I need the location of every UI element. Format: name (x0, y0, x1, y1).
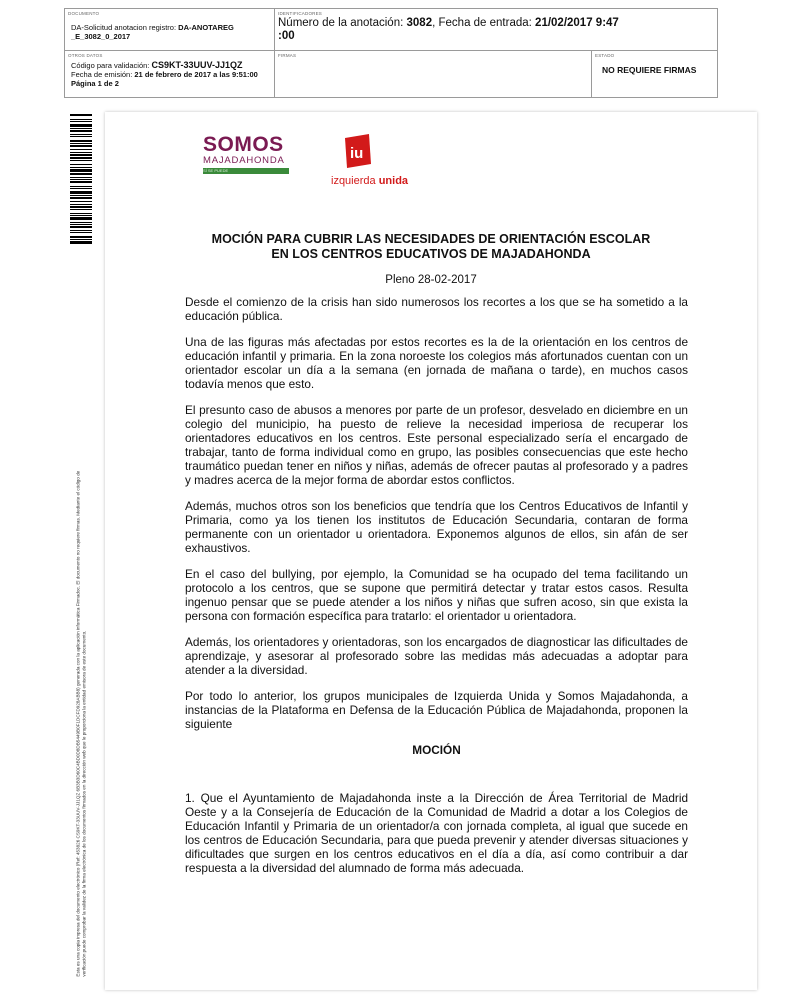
codigo-value: CS9KT-33UUV-JJ1QZ (151, 60, 243, 70)
barcode-stripe (70, 236, 92, 238)
iu-text-2: unida (378, 175, 409, 187)
barcode-stripe (70, 128, 92, 129)
document-body (185, 295, 688, 887)
firmas-label: FIRMAS (278, 53, 297, 58)
barcode-stripe (70, 206, 92, 208)
paragraph: El presunto caso de abusos a menores por parte de un profesor, desvelado en diciembre en un colegio del municipio, ha puesto de relieve la necesidad imperiosa de recuperar los orientadores educativos en los centros. Este personal especializado sería el encargado de trabajar, tanto de forma individual como en grupo, las posibles consecuencias que este hecho traumático puedan tener en niños y niñas, además de ofrecer pautas al profesorado y a padres y madres acerca de la mejor forma de abordar estos conflictos. (185, 403, 688, 487)
barcode-stripe (70, 160, 92, 161)
paragraph: Una de las figuras más afectadas por estos recortes es la de la orientación en los centros de educación infantil y primaria. En la zona noroeste los colegios más afortunados cuentan con un orientador escolar un día a la semana (en jornada de mañana o tarde), en muchos casos todavía menos que esto. (185, 335, 688, 391)
documento-id-1: DA-ANOTAREG (178, 23, 234, 32)
barcode-stripe (70, 191, 92, 194)
documento-label: DOCUMENTO (68, 11, 100, 16)
barcode-stripe (70, 145, 92, 148)
identificadores-label: IDENTIFICADORES (278, 11, 323, 16)
barcode-stripe (70, 222, 92, 223)
pagina: Página 1 de 2 (71, 79, 119, 88)
barcode-stripe (70, 119, 92, 120)
document-title (105, 232, 757, 262)
barcode-stripe (70, 124, 92, 127)
side-note-line1: Esta es una copia impresa del documento electrónico (Ref: 453826 CS9KT-33UUV-JJ1QZ 6B3B3D60C4BD0D8DB5449B0F1DCFD928ABB8) generada con la aplicación informática Firmadoc. El documento no requiere firmas. Mediante el código de (75, 470, 81, 977)
validation-side-note (75, 277, 86, 977)
mocion-item-1: 1. Que el Ayuntamiento de Majadahonda inste a la Dirección de Área Territorial de Madrid Oeste y a la Consejería de Educación de la Comunidad de Madrid a dotar a los Colegios de Educación Infantil y Primaria de un orientador/a con jornada completa, al igual que sucede en los centros de Educación Secundaria, para que pueda prevenir y atender diversas situaciones y dificultades que surgen en los centros educativos en el día a día, así como contribuir a dar respuesta a la diversidad del alumnado de forma más adecuada. (185, 791, 688, 875)
barcode-stripe (70, 197, 92, 199)
barcode-stripe (70, 134, 92, 135)
barcode-stripe (70, 232, 92, 233)
somos-logo-bar: SÍ SE PUEDE (203, 168, 289, 174)
barcode-stripe (70, 241, 92, 244)
logos (203, 134, 423, 194)
paragraph: Además, muchos otros son los beneficios que tendría que los Centros Educativos de Infantil y Primaria, como ya los tienen los institutos de Educación Secundaria, contaran de forma permanente con un orientador u orientadora. Exponemos algunos de ellos, sin afán de ser exhaustivos. (185, 499, 688, 555)
otros-datos-label: OTROS DATOS (68, 53, 103, 58)
barcode-stripe (70, 157, 92, 159)
firmas-cell (275, 51, 592, 97)
document-page (105, 112, 757, 990)
barcode-stripe (70, 167, 92, 168)
barcode-stripe (70, 164, 92, 165)
barcode-stripe (70, 215, 92, 216)
somos-logo-text: SOMOS (203, 133, 284, 156)
barcode-stripe (70, 179, 92, 180)
majadahonda-logo-text: MAJADAHONDA (203, 155, 285, 166)
barcode-stripe (70, 140, 92, 142)
side-note-line2: verificación puede comprobar la validez de la firma electrónica de los documentos firmados en la dirección web que le proporciona la entidad emisora de este documento. (81, 630, 86, 977)
barcode-stripe (70, 213, 92, 214)
anotacion-number: 3082 (406, 17, 433, 29)
izquierda-unida-logo (331, 134, 421, 187)
svg-text:iu: iu (350, 145, 364, 162)
barcode-stripe (70, 177, 92, 178)
barcode-stripe (70, 143, 92, 144)
anotacion-prefix: Número de la anotación: (278, 17, 404, 29)
barcode-stripe (70, 186, 92, 187)
otros-datos-cell (65, 51, 275, 97)
barcode-stripe (70, 209, 92, 211)
barcode-stripe (70, 154, 92, 156)
fecha-emision-value: 21 de febrero de 2017 a las 9:51:00 (134, 70, 258, 79)
barcode-stripe (70, 204, 92, 205)
paragraph: Por todo lo anterior, los grupos municipales de Izquierda Unida y Somos Majadahonda, a instancias de la Plataforma en Defensa de la Educación Pública de Majadahonda, proponen la siguiente (185, 689, 688, 731)
somos-majadahonda-logo (203, 134, 293, 174)
barcode-stripe (70, 181, 92, 183)
estado-cell (592, 51, 717, 97)
barcode-stripe (70, 169, 92, 172)
barcode (70, 114, 92, 246)
barcode-stripe (70, 230, 92, 231)
identificadores-cell (275, 9, 717, 51)
barcode-stripe (70, 152, 92, 153)
codigo-prefix: Código para validación: (71, 61, 150, 70)
registry-header (64, 8, 718, 98)
paragraph: En el caso del bullying, por ejemplo, la Comunidad se ha ocupado del tema facilitando un protocolo a los centros, que se supone que permitirá detectar y tratar estos casos. Resulta ingenuo pensar que se puede atender a los niños y niñas que sufren acoso, sin que exista la persona con formación específica para tratarlo: el orientador u orientadora. (185, 567, 688, 623)
barcode-stripe (70, 136, 92, 137)
iu-mark-icon (343, 134, 373, 168)
documento-text: DA-Solicitud anotacion registro: (71, 23, 177, 32)
barcode-stripe (70, 226, 92, 228)
entrada-prefix: , Fecha de entrada: (432, 17, 532, 29)
paragraph: Desde el comienzo de la crisis han sido numerosos los recortes a los que se ha sometido a la educación pública. (185, 295, 688, 323)
estado-value: NO REQUIERE FIRMAS (602, 65, 697, 75)
barcode-stripe (70, 217, 92, 220)
documento-cell (65, 9, 275, 51)
barcode-stripe (70, 114, 92, 116)
barcode-stripe (70, 224, 92, 225)
estado-label: ESTADO (595, 53, 615, 58)
barcode-stripe (70, 121, 92, 122)
barcode-stripe (70, 173, 92, 175)
barcode-stripe (70, 149, 92, 150)
fecha-emision-prefix: Fecha de emisión: (71, 70, 133, 79)
title-line-1: MOCIÓN PARA CUBRIR LAS NECESIDADES DE ORIENTACIÓN ESCOLAR (211, 232, 651, 246)
barcode-stripe (70, 130, 92, 132)
barcode-stripe (70, 188, 92, 189)
pleno-date: Pleno 28-02-2017 (385, 274, 477, 286)
documento-id-2: _E_3082_0_2017 (71, 32, 131, 41)
title-line-2: EN LOS CENTROS EDUCATIVOS DE MAJADAHONDA (271, 247, 591, 261)
mocion-heading: MOCIÓN (412, 743, 461, 757)
barcode-stripe (70, 239, 92, 240)
barcode-stripe (70, 195, 92, 196)
barcode-stripe (70, 201, 92, 202)
entrada-date: 21/02/2017 9:47 (535, 17, 619, 29)
paragraph: Además, los orientadores y orientadoras, son los encargados de diagnosticar las dificultades de aprendizaje, y asesorar al profesorado sobre las medidas más adecuadas a adoptar para atender a la diversidad. (185, 635, 688, 677)
entrada-time-cont: :00 (278, 30, 295, 42)
iu-text-1: izquierda (331, 175, 376, 187)
